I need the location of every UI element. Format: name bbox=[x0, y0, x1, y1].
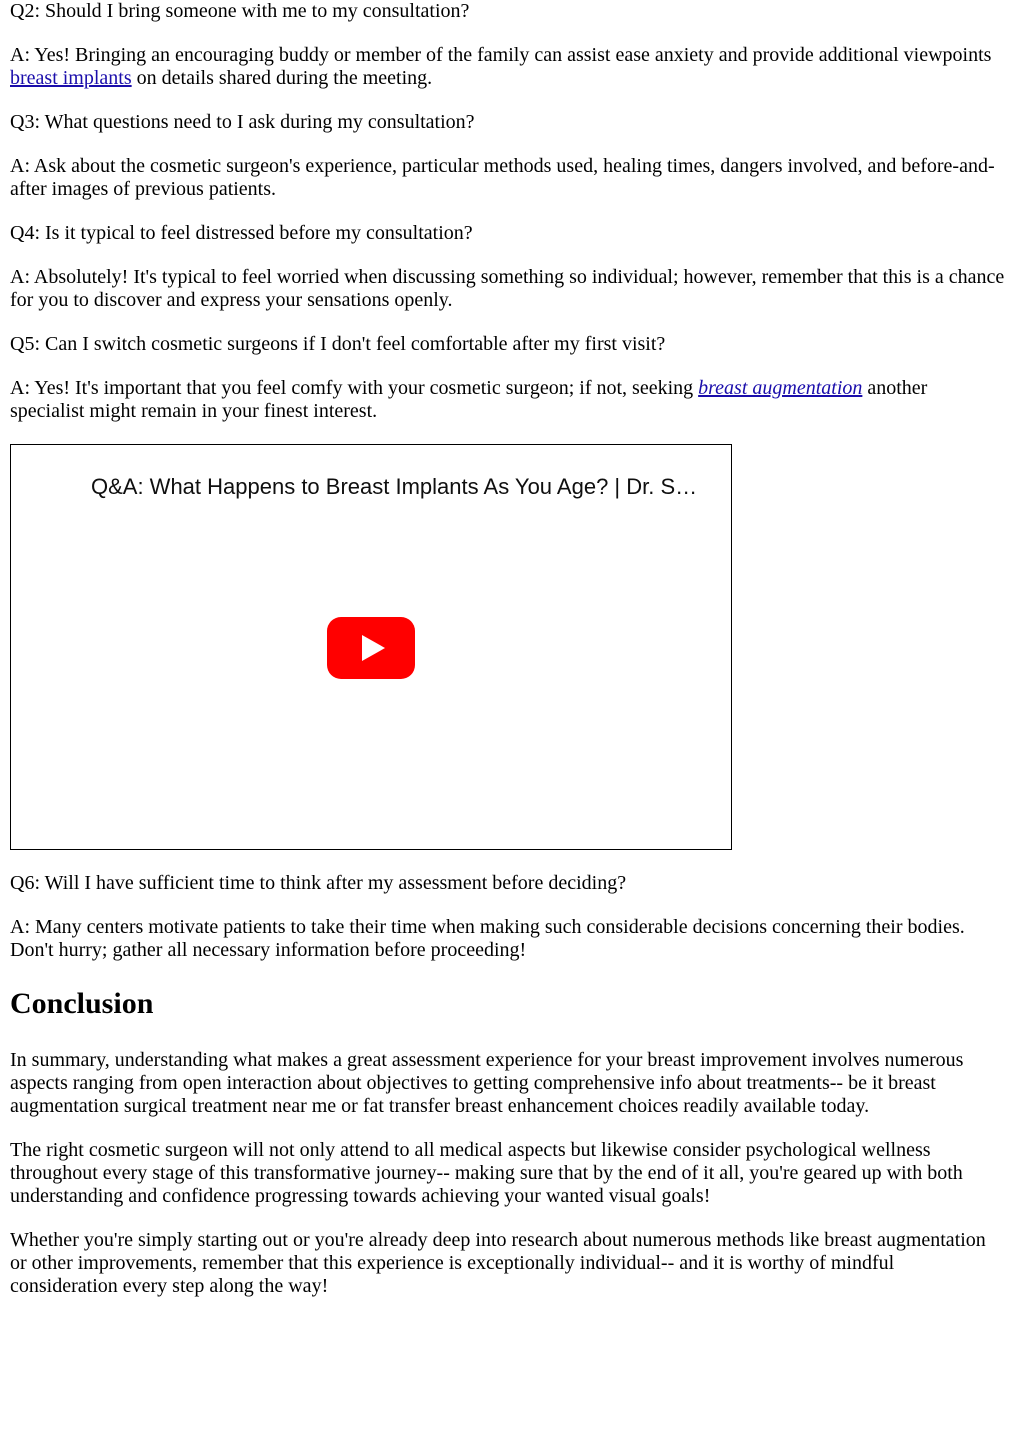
question-5: Q5: Can I switch cosmetic surgeons if I don't feel comfortable after my first visit? bbox=[10, 333, 666, 355]
breast-augmentation-link[interactable]: breast augmentation bbox=[698, 377, 863, 399]
answer-4: A: Absolutely! It's typical to feel worried when discussing something so individual; however, remember that this is a chance for you to discover and express your sensations openly. bbox=[10, 266, 1005, 311]
question-3: Q3: What questions need to I ask during my consultation? bbox=[10, 111, 475, 133]
conclusion-paragraph-1: In summary, understanding what makes a great assessment experience for your breast improvement involves numerous aspects ranging from open interaction about objectives to getting comprehensive info about treatments-- be it breast augmentation surgical treatment near me or fat transfer breast enhancement choices readily available today. bbox=[10, 1049, 964, 1117]
answer-3: A: Ask about the cosmetic surgeon's experience, particular methods used, healing times, dangers involved, and before-and-after images of previous patients. bbox=[10, 155, 995, 200]
breast-implants-link[interactable]: breast implants bbox=[10, 67, 132, 89]
answer-2-text-end: on details shared during the meeting. bbox=[131, 67, 433, 89]
conclusion-paragraph-2: The right cosmetic surgeon will not only attend to all medical aspects but likewise consider psychological wellness throughout every stage of this transformative journey-- making sure that by the end of it all, you're geared up with both understanding and confidence progressing towards achieving your wanted visual goals! bbox=[10, 1139, 963, 1207]
question-6: Q6: Will I have sufficient time to think after my assessment before deciding? bbox=[10, 872, 627, 894]
answer-2 bbox=[10, 44, 1006, 90]
conclusion-paragraph-3: Whether you're simply starting out or you're already deep into research about numerous methods like breast augmentation or other improvements, remember that this experience is exceptionally individual-- and it is worthy of mindful consideration every step along the way! bbox=[10, 1229, 986, 1297]
youtube-play-icon[interactable] bbox=[327, 617, 415, 679]
conclusion-heading: Conclusion bbox=[10, 987, 154, 1020]
question-2: Q2: Should I bring someone with me to my consultation? bbox=[10, 0, 470, 22]
question-4: Q4: Is it typical to feel distressed before my consultation? bbox=[10, 222, 473, 244]
answer-5-text-start: A: Yes! It's important that you feel comfy with your cosmetic surgeon; if not, seeking bbox=[10, 377, 699, 399]
video-embed[interactable] bbox=[10, 444, 732, 850]
answer-6: A: Many centers motivate patients to take their time when making such considerable decisions concerning their bodies. Don't hurry; gather all necessary information before proceeding! bbox=[10, 916, 965, 961]
answer-2-text-start: A: Yes! Bringing an encouraging buddy or member of the family can assist ease anxiety and provide additional viewpoints bbox=[10, 44, 992, 66]
answer-5 bbox=[10, 377, 1006, 423]
answer-5-text-end: another specialist might remain in your finest interest. bbox=[10, 377, 928, 422]
video-title[interactable]: Q&A: What Happens to Breast Implants As You Age? | Dr. S… bbox=[91, 474, 698, 499]
